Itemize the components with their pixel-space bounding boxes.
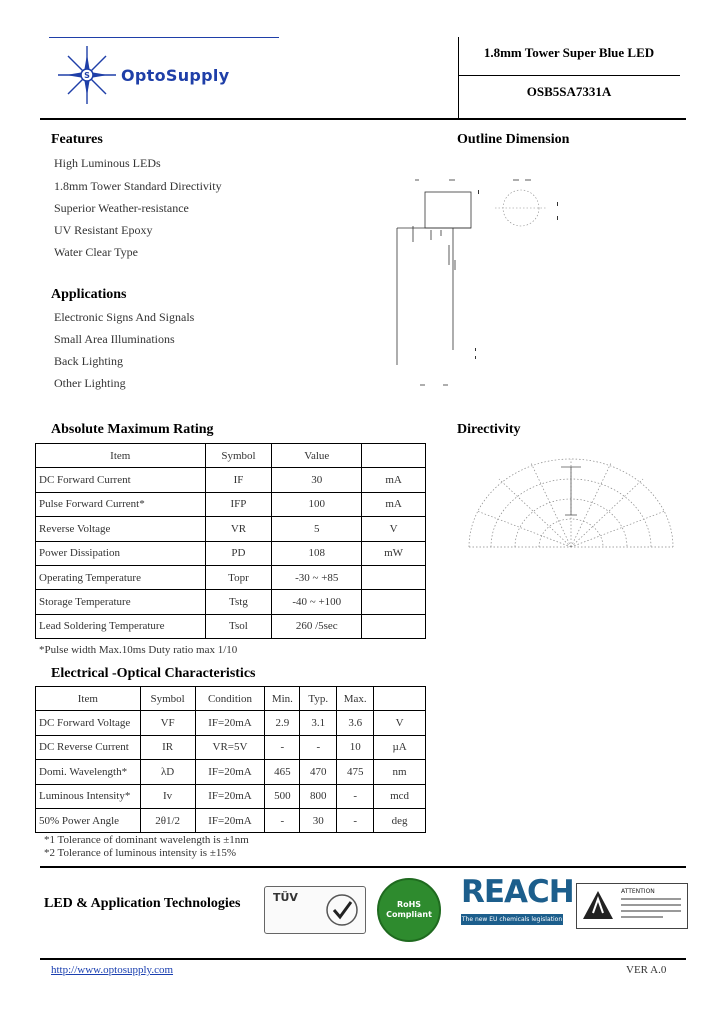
application-item: Small Area Illuminations xyxy=(54,332,175,346)
cell-unit: deg xyxy=(374,808,426,832)
cell-item: DC Reverse Current xyxy=(36,735,141,759)
cell-item: Pulse Forward Current* xyxy=(36,492,206,516)
cell-unit xyxy=(362,614,426,638)
cell-unit: mA xyxy=(362,492,426,516)
product-title: 1.8mm Tower Super Blue LED xyxy=(483,45,655,60)
cell-item: Domi. Wavelength* xyxy=(36,760,141,784)
cell-condition: IF=20mA xyxy=(195,760,265,784)
cell-symbol: IFP xyxy=(205,492,272,516)
cell-typ: 30 xyxy=(300,808,337,832)
table-row xyxy=(36,760,426,784)
feature-item: Superior Weather-resistance xyxy=(54,201,189,215)
cell-symbol: 2θ1/2 xyxy=(140,808,195,832)
table-row xyxy=(36,808,426,832)
checkmark-icon xyxy=(325,893,359,927)
cell-symbol: Tstg xyxy=(205,590,272,614)
application-item: Other Lighting xyxy=(54,376,126,390)
cell-unit: V xyxy=(374,711,426,735)
cell-value: 108 xyxy=(272,541,362,565)
cell-condition: VR=5V xyxy=(195,735,265,759)
cell-item: Lead Soldering Temperature xyxy=(36,614,206,638)
table-row xyxy=(36,735,426,759)
cell-min: - xyxy=(265,735,300,759)
cell-item: 50% Power Angle xyxy=(36,808,141,832)
electro-optical-table xyxy=(35,686,426,833)
eo-note-2: *2 Tolerance of luminous intensity is ±15% xyxy=(44,847,237,859)
table-row xyxy=(36,565,426,589)
cell-typ: - xyxy=(300,735,337,759)
cell-max: - xyxy=(337,808,374,832)
svg-text:S: S xyxy=(84,71,90,80)
rohs-badge xyxy=(377,878,441,942)
esd-attention-badge xyxy=(576,883,688,929)
col-header-unit xyxy=(362,444,426,468)
abs-max-table xyxy=(35,443,426,639)
cell-unit xyxy=(362,565,426,589)
cell-max: 3.6 xyxy=(337,711,374,735)
col-header-condition: Condition xyxy=(195,687,265,711)
header-divider xyxy=(458,75,680,76)
applications-title: Applications xyxy=(51,287,127,302)
outline-title: Outline Dimension xyxy=(457,132,570,147)
header-bottom-rule xyxy=(40,118,686,120)
cell-max: 475 xyxy=(337,760,374,784)
col-header-item: Item xyxy=(36,444,206,468)
company-name: LED & Application Technologies xyxy=(44,896,241,911)
cell-condition: IF=20mA xyxy=(195,784,265,808)
table-row xyxy=(36,468,426,492)
part-number: OSB5SA7331A xyxy=(526,84,612,99)
table-row xyxy=(36,614,426,638)
cell-condition: IF=20mA xyxy=(195,808,265,832)
cell-unit: µA xyxy=(374,735,426,759)
cell-typ: 470 xyxy=(300,760,337,784)
cell-item: DC Forward Voltage xyxy=(36,711,141,735)
cell-min: 465 xyxy=(265,760,300,784)
cell-min: - xyxy=(265,808,300,832)
electro-optical-title: Electrical -Optical Characteristics xyxy=(51,666,256,681)
feature-item: Water Clear Type xyxy=(54,245,138,259)
directivity-title: Directivity xyxy=(457,422,521,437)
esd-warning-icon xyxy=(581,889,615,921)
cell-value: 30 xyxy=(272,468,362,492)
cell-symbol: Iv xyxy=(140,784,195,808)
brand-name: OptoSupply xyxy=(121,66,230,85)
cell-item: DC Forward Current xyxy=(36,468,206,492)
cell-min: 500 xyxy=(265,784,300,808)
cell-unit: mcd xyxy=(374,784,426,808)
abs-max-title: Absolute Maximum Rating xyxy=(51,422,214,437)
table-row xyxy=(36,711,426,735)
col-header-typ: Typ. xyxy=(300,687,337,711)
cell-symbol: IR xyxy=(140,735,195,759)
cell-symbol: IF xyxy=(205,468,272,492)
tuv-badge xyxy=(264,886,366,934)
directivity-chart xyxy=(465,455,677,555)
table-row xyxy=(36,541,426,565)
table-row xyxy=(36,784,426,808)
cell-typ: 3.1 xyxy=(300,711,337,735)
cell-item: Operating Temperature xyxy=(36,565,206,589)
cell-max: 10 xyxy=(337,735,374,759)
table-row xyxy=(36,492,426,516)
logo-top-rule xyxy=(49,37,279,38)
col-header-unit xyxy=(374,687,426,711)
cell-symbol: VF xyxy=(140,711,195,735)
attention-text-lines xyxy=(621,898,681,918)
version-label: VER A.0 xyxy=(626,964,667,976)
cell-symbol: PD xyxy=(205,541,272,565)
cell-value: 260 /5sec xyxy=(272,614,362,638)
table-row xyxy=(36,517,426,541)
tuv-label: TÜV xyxy=(273,891,298,904)
application-item: Electronic Signs And Signals xyxy=(54,310,195,324)
application-item: Back Lighting xyxy=(54,354,123,368)
cell-typ: 800 xyxy=(300,784,337,808)
col-header-max: Max. xyxy=(337,687,374,711)
cell-unit: mA xyxy=(362,468,426,492)
abs-max-note: *Pulse width Max.10ms Duty ratio max 1/10 xyxy=(39,644,238,656)
cell-symbol: Topr xyxy=(205,565,272,589)
cell-unit: nm xyxy=(374,760,426,784)
reach-label: REACH xyxy=(461,874,574,910)
cell-condition: IF=20mA xyxy=(195,711,265,735)
col-header-symbol: Symbol xyxy=(205,444,272,468)
attention-label: ATTENTION xyxy=(621,888,655,895)
footer-top-rule xyxy=(40,866,686,868)
reach-badge xyxy=(461,874,574,928)
website-link[interactable]: http://www.optosupply.com xyxy=(51,964,174,976)
footer-bottom-rule xyxy=(40,958,686,960)
cell-symbol: VR xyxy=(205,517,272,541)
cell-unit: V xyxy=(362,517,426,541)
table-row xyxy=(36,590,426,614)
cell-item: Power Dissipation xyxy=(36,541,206,565)
col-header-symbol: Symbol xyxy=(140,687,195,711)
col-header-min: Min. xyxy=(265,687,300,711)
outline-drawing xyxy=(395,170,575,395)
col-header-item: Item xyxy=(36,687,141,711)
cell-value: -40 ~ +100 xyxy=(272,590,362,614)
cell-unit: mW xyxy=(362,541,426,565)
rohs-label: RoHS Compliant xyxy=(386,900,432,919)
cell-max: - xyxy=(337,784,374,808)
table-header-row xyxy=(36,444,426,468)
features-title: Features xyxy=(51,132,103,147)
cell-value: 5 xyxy=(272,517,362,541)
cell-min: 2.9 xyxy=(265,711,300,735)
opto-star-logo-icon xyxy=(56,44,118,106)
cell-symbol: λD xyxy=(140,760,195,784)
feature-item: UV Resistant Epoxy xyxy=(54,223,153,237)
cell-unit xyxy=(362,590,426,614)
feature-item: 1.8mm Tower Standard Directivity xyxy=(54,179,222,193)
eo-note-1: *1 Tolerance of dominant wavelength is ±1nm xyxy=(44,834,249,846)
cell-value: -30 ~ +85 xyxy=(272,565,362,589)
feature-item: High Luminous LEDs xyxy=(54,156,161,170)
cell-item: Storage Temperature xyxy=(36,590,206,614)
cell-symbol: Tsol xyxy=(205,614,272,638)
cell-item: Reverse Voltage xyxy=(36,517,206,541)
reach-sub-label: The new EU chemicals legislation xyxy=(461,916,563,923)
cell-item: Luminous Intensity* xyxy=(36,784,141,808)
cell-value: 100 xyxy=(272,492,362,516)
col-header-value: Value xyxy=(272,444,362,468)
table-header-row xyxy=(36,687,426,711)
